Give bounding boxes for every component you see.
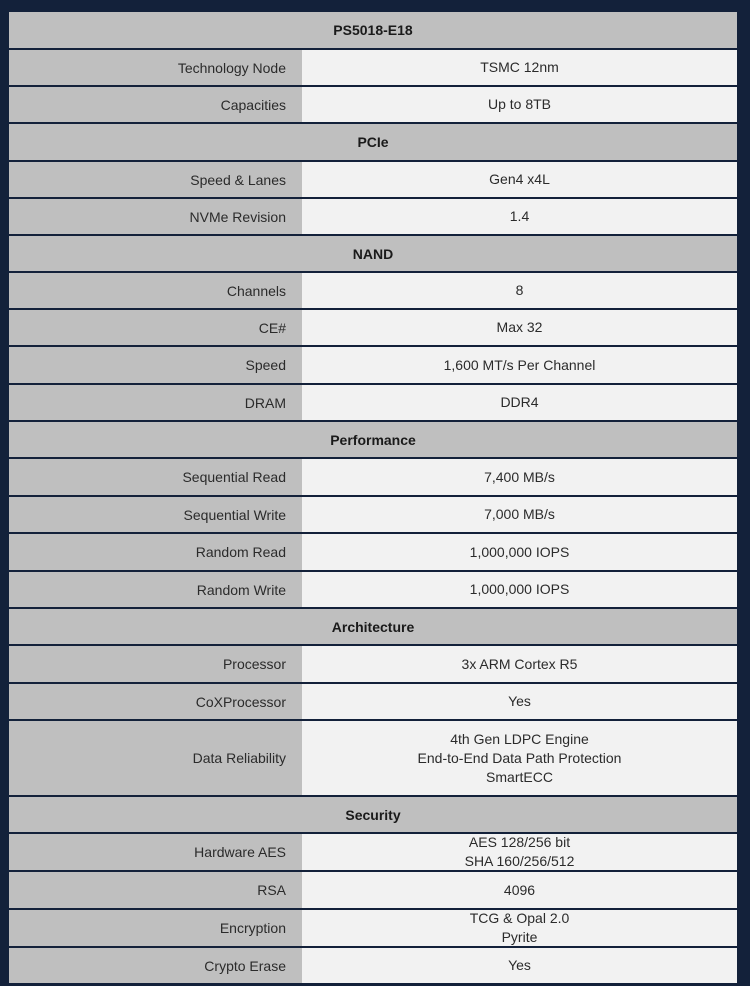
- section-header-architecture: Architecture: [9, 609, 737, 644]
- value-line: TSMC 12nm: [480, 59, 559, 75]
- table-title: PS5018-E18: [9, 12, 737, 48]
- row-label-channels: Channels: [9, 273, 302, 308]
- row-label-processor: Processor: [9, 646, 302, 682]
- row-label-random-read: Random Read: [9, 534, 302, 570]
- row-value-random-write: [302, 572, 737, 607]
- value-line: Pyrite: [501, 929, 538, 945]
- value-line: 4th Gen LDPC Engine: [450, 730, 589, 747]
- row-value-channels: [302, 273, 737, 308]
- value-line: 7,400 MB/s: [484, 468, 555, 485]
- row-label-dram: DRAM: [9, 385, 302, 420]
- row-value-speed-lanes: [302, 162, 737, 197]
- value-line: Yes: [508, 957, 531, 973]
- row-label-data-reliability: Data Reliability: [9, 721, 302, 795]
- row-value-nand-speed: [302, 347, 737, 383]
- section-header-pcie: PCIe: [9, 124, 737, 160]
- row-label-technology-node: Technology Node: [9, 50, 302, 85]
- section-header-nand: NAND: [9, 236, 737, 271]
- row-value-hardware-aes: [302, 834, 737, 870]
- row-value-encryption: [302, 910, 737, 946]
- value-line: DDR4: [500, 394, 539, 410]
- row-value-crypto-erase: [302, 948, 737, 983]
- row-label-sequential-write: Sequential Write: [9, 497, 302, 532]
- value-line: Up to 8TB: [487, 96, 552, 112]
- row-value-processor: [302, 646, 737, 682]
- value-line: 4096: [503, 881, 536, 898]
- row-value-coxprocessor: [302, 684, 737, 719]
- value-line: SHA 160/256/512: [464, 853, 575, 869]
- row-value-data-reliability: [302, 721, 737, 795]
- value-line: End-to-End Data Path Protection: [417, 749, 622, 766]
- value-line: TCG & Opal 2.0: [469, 910, 570, 926]
- spec-table: [9, 12, 737, 983]
- row-label-capacities: Capacities: [9, 87, 302, 122]
- section-header-performance: Performance: [9, 422, 737, 457]
- section-header-security: Security: [9, 797, 737, 832]
- row-label-crypto-erase: Crypto Erase: [9, 948, 302, 983]
- value-line: Yes: [508, 693, 531, 709]
- row-value-dram: [302, 385, 737, 420]
- value-line: 3x ARM Cortex R5: [461, 655, 578, 672]
- row-label-ce: CE#: [9, 310, 302, 345]
- row-value-sequential-read: [302, 459, 737, 495]
- row-label-nand-speed: Speed: [9, 347, 302, 383]
- value-line: 8: [515, 282, 524, 298]
- row-value-random-read: [302, 534, 737, 570]
- row-label-rsa: RSA: [9, 872, 302, 908]
- row-value-ce: [302, 310, 737, 345]
- row-value-rsa: [302, 872, 737, 908]
- row-label-hardware-aes: Hardware AES: [9, 834, 302, 870]
- row-label-nvme-revision: NVMe Revision: [9, 199, 302, 234]
- value-line: 1.4: [509, 208, 530, 224]
- value-line: SmartECC: [486, 768, 553, 785]
- value-line: AES 128/256 bit: [468, 834, 571, 850]
- value-line: 1,600 MT/s Per Channel: [443, 356, 596, 373]
- row-label-encryption: Encryption: [9, 910, 302, 946]
- row-value-sequential-write: [302, 497, 737, 532]
- row-label-coxprocessor: CoXProcessor: [9, 684, 302, 719]
- value-line: Max 32: [496, 319, 543, 335]
- value-line: 1,000,000 IOPS: [469, 543, 570, 560]
- row-label-random-write: Random Write: [9, 572, 302, 607]
- row-label-speed-lanes: Speed & Lanes: [9, 162, 302, 197]
- value-line: 7,000 MB/s: [484, 506, 555, 522]
- row-label-sequential-read: Sequential Read: [9, 459, 302, 495]
- value-line: 1,000,000 IOPS: [469, 581, 570, 597]
- row-value-nvme-revision: [302, 199, 737, 234]
- row-value-technology-node: [302, 50, 737, 85]
- row-value-capacities: [302, 87, 737, 122]
- value-line: Gen4 x4L: [489, 171, 550, 187]
